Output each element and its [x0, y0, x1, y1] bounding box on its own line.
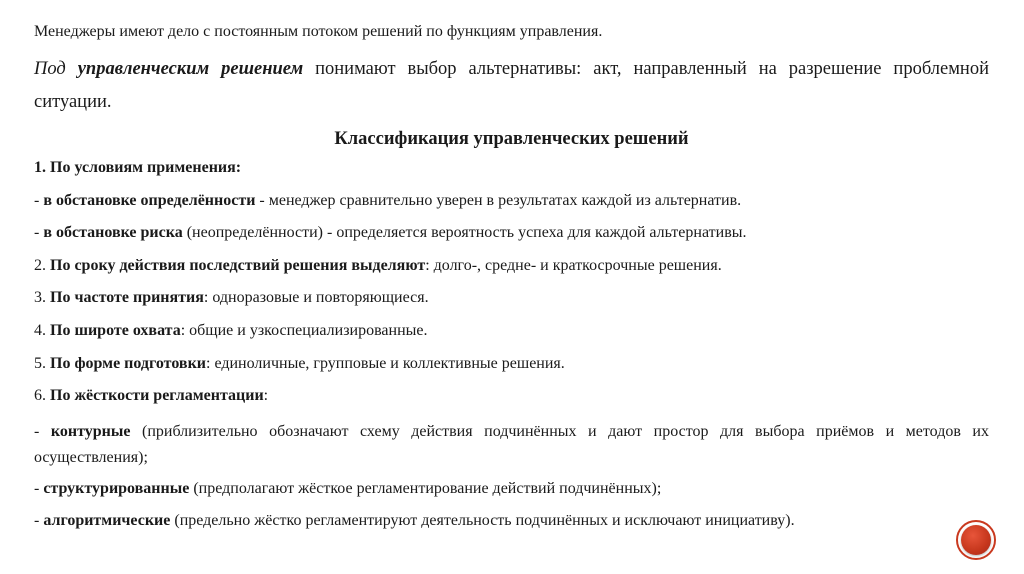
list-item-text: : долго-, средне- и краткосрочные решения. — [425, 256, 722, 274]
slide-content — [34, 22, 989, 544]
list-item-bold: структурированные — [43, 479, 190, 497]
list-item-prefix: - — [34, 422, 51, 440]
list-item-text: (приблизительно обозначают схему действия подчинённых и дают простор для выбора приёмов и методов их осуществления); — [34, 422, 989, 466]
list-item-bold: в обстановке определённости — [43, 191, 256, 209]
list-item-bold: 1. По условиям применения: — [34, 159, 242, 176]
list-item-prefix: - — [34, 224, 44, 242]
list-item-bold: алгоритмические — [43, 512, 171, 530]
list-item-text: : одноразовые и повторяющиеся. — [203, 289, 429, 307]
circle-nav-icon[interactable] — [956, 520, 996, 560]
list-item-bold: контурные — [50, 422, 131, 440]
list-item-text: (предельно жёстко регламентируют деятельность подчинённых и исключают инициативу). — [170, 512, 795, 530]
circle-nav-icon-inner — [961, 525, 991, 555]
list-item — [34, 386, 989, 405]
list-item — [34, 354, 989, 373]
list-item-prefix: - — [34, 479, 44, 497]
list-item-text: - менеджер сравнительно уверен в результатах каждой из альтернатив. — [255, 191, 742, 209]
list-item — [34, 419, 989, 471]
list-item — [34, 321, 989, 340]
list-item-bold: По жёсткости регламентации — [50, 387, 264, 405]
list-item-text: : общие и узкоспециализированные. — [180, 321, 428, 339]
definition-rest: понимают выбор альтернативы: акт, направленный на разрешение проблемной ситуации. — [34, 59, 989, 112]
list-item-text: : — [263, 387, 269, 405]
list-item-prefix: 6. — [34, 387, 50, 405]
list-item-bold: По форме подготовки — [50, 354, 207, 372]
list-item-text: : единоличные, групповые и коллективные решения. — [206, 354, 565, 372]
list-item-prefix: - — [34, 191, 44, 209]
definition-term: управленческим решением — [77, 59, 304, 79]
list-item-prefix: 5. — [34, 354, 50, 372]
list-item-text: (предполагают жёсткое регламентирование действий подчинённых); — [189, 479, 662, 497]
definition-paragraph — [34, 53, 989, 119]
list-item-prefix: 2. — [34, 256, 50, 274]
list-item-bold: По частоте принятия — [50, 289, 204, 307]
list-item — [34, 191, 989, 210]
list-item-prefix: 4. — [34, 321, 50, 339]
list-item — [34, 511, 989, 530]
list-item-prefix: 3. — [34, 289, 50, 307]
list-item-bold: По сроку действия последствий решения выделяют — [50, 256, 426, 274]
list-item-bold: в обстановке риска — [43, 224, 183, 242]
intro-text: Менеджеры имеют дело с постоянным потоком решений по функциям управления. — [34, 23, 603, 40]
list-item — [34, 256, 989, 275]
definition-prefix: Под — [34, 59, 78, 79]
list-item — [34, 158, 989, 177]
list-item — [34, 479, 989, 498]
section-heading: Классификация управленческих решений — [334, 129, 689, 149]
list-item — [34, 288, 989, 307]
list-item-bold: По широте охвата — [50, 321, 181, 339]
list-item-prefix: - — [34, 512, 44, 530]
list-item — [34, 223, 989, 242]
list-item-text: (неопределённости) - определяется вероятность успеха для каждой альтернативы. — [182, 224, 747, 242]
